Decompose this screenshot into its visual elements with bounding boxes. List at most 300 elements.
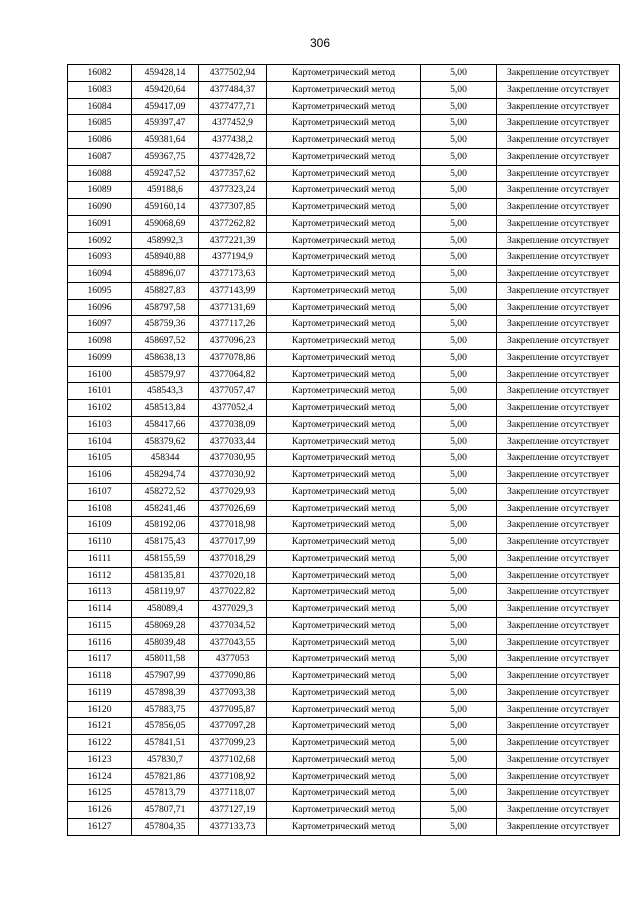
method-cell: Картометрический метод <box>267 483 421 500</box>
table-row <box>68 483 620 500</box>
point-number-cell: 16107 <box>68 483 132 500</box>
method-cell: Картометрический метод <box>267 785 421 802</box>
table-row <box>68 98 620 115</box>
accuracy-cell: 5,00 <box>421 333 497 350</box>
accuracy-cell: 5,00 <box>421 232 497 249</box>
x-coordinate-cell: 459068,69 <box>132 215 199 232</box>
y-coordinate-cell: 4377262,82 <box>199 215 267 232</box>
fixation-cell: Закрепление отсутствует <box>497 316 620 333</box>
x-coordinate-cell: 459367,75 <box>132 148 199 165</box>
point-number-cell: 16105 <box>68 450 132 467</box>
x-coordinate-cell: 458039,48 <box>132 634 199 651</box>
accuracy-cell: 5,00 <box>421 684 497 701</box>
table-row <box>68 282 620 299</box>
method-cell: Картометрический метод <box>267 818 421 835</box>
y-coordinate-cell: 4377357,62 <box>199 165 267 182</box>
point-number-cell: 16118 <box>68 668 132 685</box>
table-row <box>68 316 620 333</box>
table-row <box>68 349 620 366</box>
fixation-cell: Закрепление отсутствует <box>497 81 620 98</box>
point-number-cell: 16086 <box>68 132 132 149</box>
point-number-cell: 16126 <box>68 802 132 819</box>
fixation-cell: Закрепление отсутствует <box>497 483 620 500</box>
method-cell: Картометрический метод <box>267 199 421 216</box>
method-cell: Картометрический метод <box>267 132 421 149</box>
x-coordinate-cell: 459160,14 <box>132 199 199 216</box>
accuracy-cell: 5,00 <box>421 550 497 567</box>
accuracy-cell: 5,00 <box>421 701 497 718</box>
accuracy-cell: 5,00 <box>421 785 497 802</box>
y-coordinate-cell: 4377093,38 <box>199 684 267 701</box>
fixation-cell: Закрепление отсутствует <box>497 584 620 601</box>
fixation-cell: Закрепление отсутствует <box>497 249 620 266</box>
x-coordinate-cell: 459381,64 <box>132 132 199 149</box>
method-cell: Картометрический метод <box>267 751 421 768</box>
accuracy-cell: 5,00 <box>421 299 497 316</box>
x-coordinate-cell: 457898,39 <box>132 684 199 701</box>
point-number-cell: 16109 <box>68 517 132 534</box>
method-cell: Картометрический метод <box>267 65 421 82</box>
table-row <box>68 182 620 199</box>
table-row <box>68 132 620 149</box>
accuracy-cell: 5,00 <box>421 500 497 517</box>
table-row <box>68 383 620 400</box>
y-coordinate-cell: 4377038,09 <box>199 416 267 433</box>
method-cell: Картометрический метод <box>267 534 421 551</box>
y-coordinate-cell: 4377078,86 <box>199 349 267 366</box>
accuracy-cell: 5,00 <box>421 199 497 216</box>
table-row <box>68 517 620 534</box>
fixation-cell: Закрепление отсутствует <box>497 567 620 584</box>
fixation-cell: Закрепление отсутствует <box>497 718 620 735</box>
x-coordinate-cell: 459397,47 <box>132 115 199 132</box>
accuracy-cell: 5,00 <box>421 534 497 551</box>
table-row <box>68 802 620 819</box>
method-cell: Картометрический метод <box>267 617 421 634</box>
method-cell: Картометрический метод <box>267 299 421 316</box>
point-number-cell: 16102 <box>68 400 132 417</box>
y-coordinate-cell: 4377133,73 <box>199 818 267 835</box>
table-row <box>68 266 620 283</box>
table-row <box>68 433 620 450</box>
point-number-cell: 16119 <box>68 684 132 701</box>
table-row <box>68 249 620 266</box>
point-number-cell: 16089 <box>68 182 132 199</box>
table-row <box>68 668 620 685</box>
point-number-cell: 16091 <box>68 215 132 232</box>
point-number-cell: 16101 <box>68 383 132 400</box>
accuracy-cell: 5,00 <box>421 400 497 417</box>
x-coordinate-cell: 458513,84 <box>132 400 199 417</box>
table-row <box>68 634 620 651</box>
point-number-cell: 16100 <box>68 366 132 383</box>
accuracy-cell: 5,00 <box>421 768 497 785</box>
accuracy-cell: 5,00 <box>421 65 497 82</box>
accuracy-cell: 5,00 <box>421 433 497 450</box>
y-coordinate-cell: 4377022,82 <box>199 584 267 601</box>
y-coordinate-cell: 4377052,4 <box>199 400 267 417</box>
y-coordinate-cell: 4377484,37 <box>199 81 267 98</box>
fixation-cell: Закрепление отсутствует <box>497 416 620 433</box>
accuracy-cell: 5,00 <box>421 416 497 433</box>
method-cell: Картометрический метод <box>267 282 421 299</box>
y-coordinate-cell: 4377053 <box>199 651 267 668</box>
y-coordinate-cell: 4377323,24 <box>199 182 267 199</box>
x-coordinate-cell: 458896,07 <box>132 266 199 283</box>
y-coordinate-cell: 4377033,44 <box>199 433 267 450</box>
fixation-cell: Закрепление отсутствует <box>497 534 620 551</box>
x-coordinate-cell: 458241,46 <box>132 500 199 517</box>
point-number-cell: 16090 <box>68 199 132 216</box>
table-row <box>68 416 620 433</box>
fixation-cell: Закрепление отсутствует <box>497 333 620 350</box>
x-coordinate-cell: 459428,14 <box>132 65 199 82</box>
y-coordinate-cell: 4377173,63 <box>199 266 267 283</box>
fixation-cell: Закрепление отсутствует <box>497 115 620 132</box>
accuracy-cell: 5,00 <box>421 282 497 299</box>
accuracy-cell: 5,00 <box>421 132 497 149</box>
point-number-cell: 16104 <box>68 433 132 450</box>
point-number-cell: 16098 <box>68 333 132 350</box>
method-cell: Картометрический метод <box>267 383 421 400</box>
y-coordinate-cell: 4377131,69 <box>199 299 267 316</box>
table-row <box>68 299 620 316</box>
point-number-cell: 16103 <box>68 416 132 433</box>
table-row <box>68 165 620 182</box>
table-row <box>68 584 620 601</box>
fixation-cell: Закрепление отсутствует <box>497 684 620 701</box>
method-cell: Картометрический метод <box>267 517 421 534</box>
table-row <box>68 718 620 735</box>
accuracy-cell: 5,00 <box>421 467 497 484</box>
method-cell: Картометрический метод <box>267 601 421 618</box>
y-coordinate-cell: 4377307,85 <box>199 199 267 216</box>
fixation-cell: Закрепление отсутствует <box>497 65 620 82</box>
method-cell: Картометрический метод <box>267 718 421 735</box>
y-coordinate-cell: 4377018,29 <box>199 550 267 567</box>
accuracy-cell: 5,00 <box>421 98 497 115</box>
point-number-cell: 16124 <box>68 768 132 785</box>
accuracy-cell: 5,00 <box>421 215 497 232</box>
fixation-cell: Закрепление отсутствует <box>497 98 620 115</box>
point-number-cell: 16092 <box>68 232 132 249</box>
accuracy-cell: 5,00 <box>421 81 497 98</box>
accuracy-cell: 5,00 <box>421 165 497 182</box>
point-number-cell: 16095 <box>68 282 132 299</box>
x-coordinate-cell: 458135,81 <box>132 567 199 584</box>
y-coordinate-cell: 4377017,99 <box>199 534 267 551</box>
accuracy-cell: 5,00 <box>421 818 497 835</box>
accuracy-cell: 5,00 <box>421 249 497 266</box>
method-cell: Картометрический метод <box>267 349 421 366</box>
point-number-cell: 16112 <box>68 567 132 584</box>
fixation-cell: Закрепление отсутствует <box>497 550 620 567</box>
x-coordinate-cell: 458940,88 <box>132 249 199 266</box>
x-coordinate-cell: 457883,75 <box>132 701 199 718</box>
fixation-cell: Закрепление отсутствует <box>497 400 620 417</box>
fixation-cell: Закрепление отсутствует <box>497 651 620 668</box>
x-coordinate-cell: 457807,71 <box>132 802 199 819</box>
x-coordinate-cell: 459420,64 <box>132 81 199 98</box>
fixation-cell: Закрепление отсутствует <box>497 735 620 752</box>
method-cell: Картометрический метод <box>267 768 421 785</box>
table-row <box>68 567 620 584</box>
fixation-cell: Закрепление отсутствует <box>497 802 620 819</box>
point-number-cell: 16120 <box>68 701 132 718</box>
table-row <box>68 601 620 618</box>
accuracy-cell: 5,00 <box>421 366 497 383</box>
table-row <box>68 400 620 417</box>
fixation-cell: Закрепление отсутствует <box>497 215 620 232</box>
x-coordinate-cell: 457856,05 <box>132 718 199 735</box>
fixation-cell: Закрепление отсутствует <box>497 366 620 383</box>
fixation-cell: Закрепление отсутствует <box>497 500 620 517</box>
table-row <box>68 684 620 701</box>
fixation-cell: Закрепление отсутствует <box>497 818 620 835</box>
method-cell: Картометрический метод <box>267 115 421 132</box>
fixation-cell: Закрепление отсутствует <box>497 182 620 199</box>
method-cell: Картометрический метод <box>267 81 421 98</box>
method-cell: Картометрический метод <box>267 668 421 685</box>
y-coordinate-cell: 4377057,47 <box>199 383 267 400</box>
accuracy-cell: 5,00 <box>421 718 497 735</box>
point-number-cell: 16125 <box>68 785 132 802</box>
method-cell: Картометрический метод <box>267 249 421 266</box>
table-row <box>68 199 620 216</box>
x-coordinate-cell: 458011,58 <box>132 651 199 668</box>
method-cell: Картометрический метод <box>267 550 421 567</box>
x-coordinate-cell: 458175,43 <box>132 534 199 551</box>
fixation-cell: Закрепление отсутствует <box>497 232 620 249</box>
method-cell: Картометрический метод <box>267 701 421 718</box>
table-row <box>68 651 620 668</box>
method-cell: Картометрический метод <box>267 400 421 417</box>
point-number-cell: 16093 <box>68 249 132 266</box>
point-number-cell: 16121 <box>68 718 132 735</box>
accuracy-cell: 5,00 <box>421 751 497 768</box>
y-coordinate-cell: 4377030,92 <box>199 467 267 484</box>
x-coordinate-cell: 457821,86 <box>132 768 199 785</box>
x-coordinate-cell: 458417,66 <box>132 416 199 433</box>
y-coordinate-cell: 4377438,2 <box>199 132 267 149</box>
y-coordinate-cell: 4377221,39 <box>199 232 267 249</box>
accuracy-cell: 5,00 <box>421 383 497 400</box>
table-row <box>68 751 620 768</box>
x-coordinate-cell: 458638,13 <box>132 349 199 366</box>
table-row <box>68 785 620 802</box>
method-cell: Картометрический метод <box>267 684 421 701</box>
point-number-cell: 16123 <box>68 751 132 768</box>
method-cell: Картометрический метод <box>267 802 421 819</box>
accuracy-cell: 5,00 <box>421 651 497 668</box>
table-row <box>68 65 620 82</box>
x-coordinate-cell: 458379,62 <box>132 433 199 450</box>
point-number-cell: 16111 <box>68 550 132 567</box>
fixation-cell: Закрепление отсутствует <box>497 701 620 718</box>
y-coordinate-cell: 4377090,86 <box>199 668 267 685</box>
point-number-cell: 16115 <box>68 617 132 634</box>
x-coordinate-cell: 458697,52 <box>132 333 199 350</box>
table-row <box>68 81 620 98</box>
point-number-cell: 16085 <box>68 115 132 132</box>
accuracy-cell: 5,00 <box>421 316 497 333</box>
table-row <box>68 818 620 835</box>
x-coordinate-cell: 459417,09 <box>132 98 199 115</box>
y-coordinate-cell: 4377108,92 <box>199 768 267 785</box>
method-cell: Картометрический метод <box>267 500 421 517</box>
table-row <box>68 735 620 752</box>
table-row <box>68 534 620 551</box>
table-row <box>68 333 620 350</box>
y-coordinate-cell: 4377477,71 <box>199 98 267 115</box>
accuracy-cell: 5,00 <box>421 634 497 651</box>
y-coordinate-cell: 4377030,95 <box>199 450 267 467</box>
accuracy-cell: 5,00 <box>421 483 497 500</box>
y-coordinate-cell: 4377064,82 <box>199 366 267 383</box>
y-coordinate-cell: 4377102,68 <box>199 751 267 768</box>
y-coordinate-cell: 4377026,69 <box>199 500 267 517</box>
method-cell: Картометрический метод <box>267 316 421 333</box>
point-number-cell: 16094 <box>68 266 132 283</box>
page-number: 306 <box>309 36 331 50</box>
fixation-cell: Закрепление отсутствует <box>497 299 620 316</box>
point-number-cell: 16088 <box>68 165 132 182</box>
table-row <box>68 115 620 132</box>
fixation-cell: Закрепление отсутствует <box>497 634 620 651</box>
method-cell: Картометрический метод <box>267 735 421 752</box>
method-cell: Картометрический метод <box>267 433 421 450</box>
x-coordinate-cell: 458155,59 <box>132 550 199 567</box>
y-coordinate-cell: 4377095,87 <box>199 701 267 718</box>
point-number-cell: 16108 <box>68 500 132 517</box>
accuracy-cell: 5,00 <box>421 802 497 819</box>
x-coordinate-cell: 459188,6 <box>132 182 199 199</box>
y-coordinate-cell: 4377029,3 <box>199 601 267 618</box>
y-coordinate-cell: 4377428,72 <box>199 148 267 165</box>
x-coordinate-cell: 458797,58 <box>132 299 199 316</box>
point-number-cell: 16083 <box>68 81 132 98</box>
y-coordinate-cell: 4377117,26 <box>199 316 267 333</box>
x-coordinate-cell: 458543,3 <box>132 383 199 400</box>
y-coordinate-cell: 4377502,94 <box>199 65 267 82</box>
y-coordinate-cell: 4377096,23 <box>199 333 267 350</box>
table-row <box>68 768 620 785</box>
x-coordinate-cell: 458272,52 <box>132 483 199 500</box>
table-row <box>68 215 620 232</box>
fixation-cell: Закрепление отсутствует <box>497 148 620 165</box>
method-cell: Картометрический метод <box>267 450 421 467</box>
method-cell: Картометрический метод <box>267 651 421 668</box>
x-coordinate-cell: 458089,4 <box>132 601 199 618</box>
accuracy-cell: 5,00 <box>421 601 497 618</box>
fixation-cell: Закрепление отсутствует <box>497 467 620 484</box>
y-coordinate-cell: 4377099,23 <box>199 735 267 752</box>
x-coordinate-cell: 458294,74 <box>132 467 199 484</box>
table-row <box>68 550 620 567</box>
x-coordinate-cell: 458759,36 <box>132 316 199 333</box>
point-number-cell: 16127 <box>68 818 132 835</box>
fixation-cell: Закрепление отсутствует <box>497 266 620 283</box>
y-coordinate-cell: 4377029,93 <box>199 483 267 500</box>
point-number-cell: 16116 <box>68 634 132 651</box>
accuracy-cell: 5,00 <box>421 182 497 199</box>
table-row <box>68 500 620 517</box>
fixation-cell: Закрепление отсутствует <box>497 199 620 216</box>
fixation-cell: Закрепление отсутствует <box>497 349 620 366</box>
fixation-cell: Закрепление отсутствует <box>497 517 620 534</box>
accuracy-cell: 5,00 <box>421 567 497 584</box>
fixation-cell: Закрепление отсутствует <box>497 383 620 400</box>
method-cell: Картометрический метод <box>267 567 421 584</box>
table-row <box>68 467 620 484</box>
accuracy-cell: 5,00 <box>421 115 497 132</box>
x-coordinate-cell: 457841,51 <box>132 735 199 752</box>
point-number-cell: 16117 <box>68 651 132 668</box>
x-coordinate-cell: 458069,28 <box>132 617 199 634</box>
point-number-cell: 16114 <box>68 601 132 618</box>
fixation-cell: Закрепление отсутствует <box>497 785 620 802</box>
x-coordinate-cell: 457830,7 <box>132 751 199 768</box>
table-row <box>68 617 620 634</box>
point-number-cell: 16110 <box>68 534 132 551</box>
method-cell: Картометрический метод <box>267 148 421 165</box>
x-coordinate-cell: 458579,97 <box>132 366 199 383</box>
method-cell: Картометрический метод <box>267 215 421 232</box>
x-coordinate-cell: 458119,97 <box>132 584 199 601</box>
x-coordinate-cell: 458827,83 <box>132 282 199 299</box>
fixation-cell: Закрепление отсутствует <box>497 617 620 634</box>
y-coordinate-cell: 4377043,55 <box>199 634 267 651</box>
y-coordinate-cell: 4377018,98 <box>199 517 267 534</box>
fixation-cell: Закрепление отсутствует <box>497 668 620 685</box>
y-coordinate-cell: 4377118,07 <box>199 785 267 802</box>
accuracy-cell: 5,00 <box>421 349 497 366</box>
accuracy-cell: 5,00 <box>421 450 497 467</box>
point-number-cell: 16097 <box>68 316 132 333</box>
method-cell: Картометрический метод <box>267 333 421 350</box>
point-number-cell: 16084 <box>68 98 132 115</box>
fixation-cell: Закрепление отсутствует <box>497 132 620 149</box>
y-coordinate-cell: 4377034,52 <box>199 617 267 634</box>
method-cell: Картометрический метод <box>267 584 421 601</box>
accuracy-cell: 5,00 <box>421 148 497 165</box>
accuracy-cell: 5,00 <box>421 266 497 283</box>
method-cell: Картометрический метод <box>267 467 421 484</box>
fixation-cell: Закрепление отсутствует <box>497 165 620 182</box>
method-cell: Картометрический метод <box>267 98 421 115</box>
x-coordinate-cell: 459247,52 <box>132 165 199 182</box>
point-number-cell: 16082 <box>68 65 132 82</box>
coordinates-table-body <box>68 65 620 836</box>
method-cell: Картометрический метод <box>267 266 421 283</box>
accuracy-cell: 5,00 <box>421 668 497 685</box>
point-number-cell: 16096 <box>68 299 132 316</box>
fixation-cell: Закрепление отсутствует <box>497 433 620 450</box>
x-coordinate-cell: 457813,79 <box>132 785 199 802</box>
y-coordinate-cell: 4377452,9 <box>199 115 267 132</box>
method-cell: Картометрический метод <box>267 182 421 199</box>
table-row <box>68 148 620 165</box>
x-coordinate-cell: 458192,06 <box>132 517 199 534</box>
table-row <box>68 366 620 383</box>
table-row <box>68 701 620 718</box>
y-coordinate-cell: 4377020,18 <box>199 567 267 584</box>
fixation-cell: Закрепление отсутствует <box>497 282 620 299</box>
method-cell: Картометрический метод <box>267 232 421 249</box>
fixation-cell: Закрепление отсутствует <box>497 768 620 785</box>
point-number-cell: 16113 <box>68 584 132 601</box>
point-number-cell: 16087 <box>68 148 132 165</box>
